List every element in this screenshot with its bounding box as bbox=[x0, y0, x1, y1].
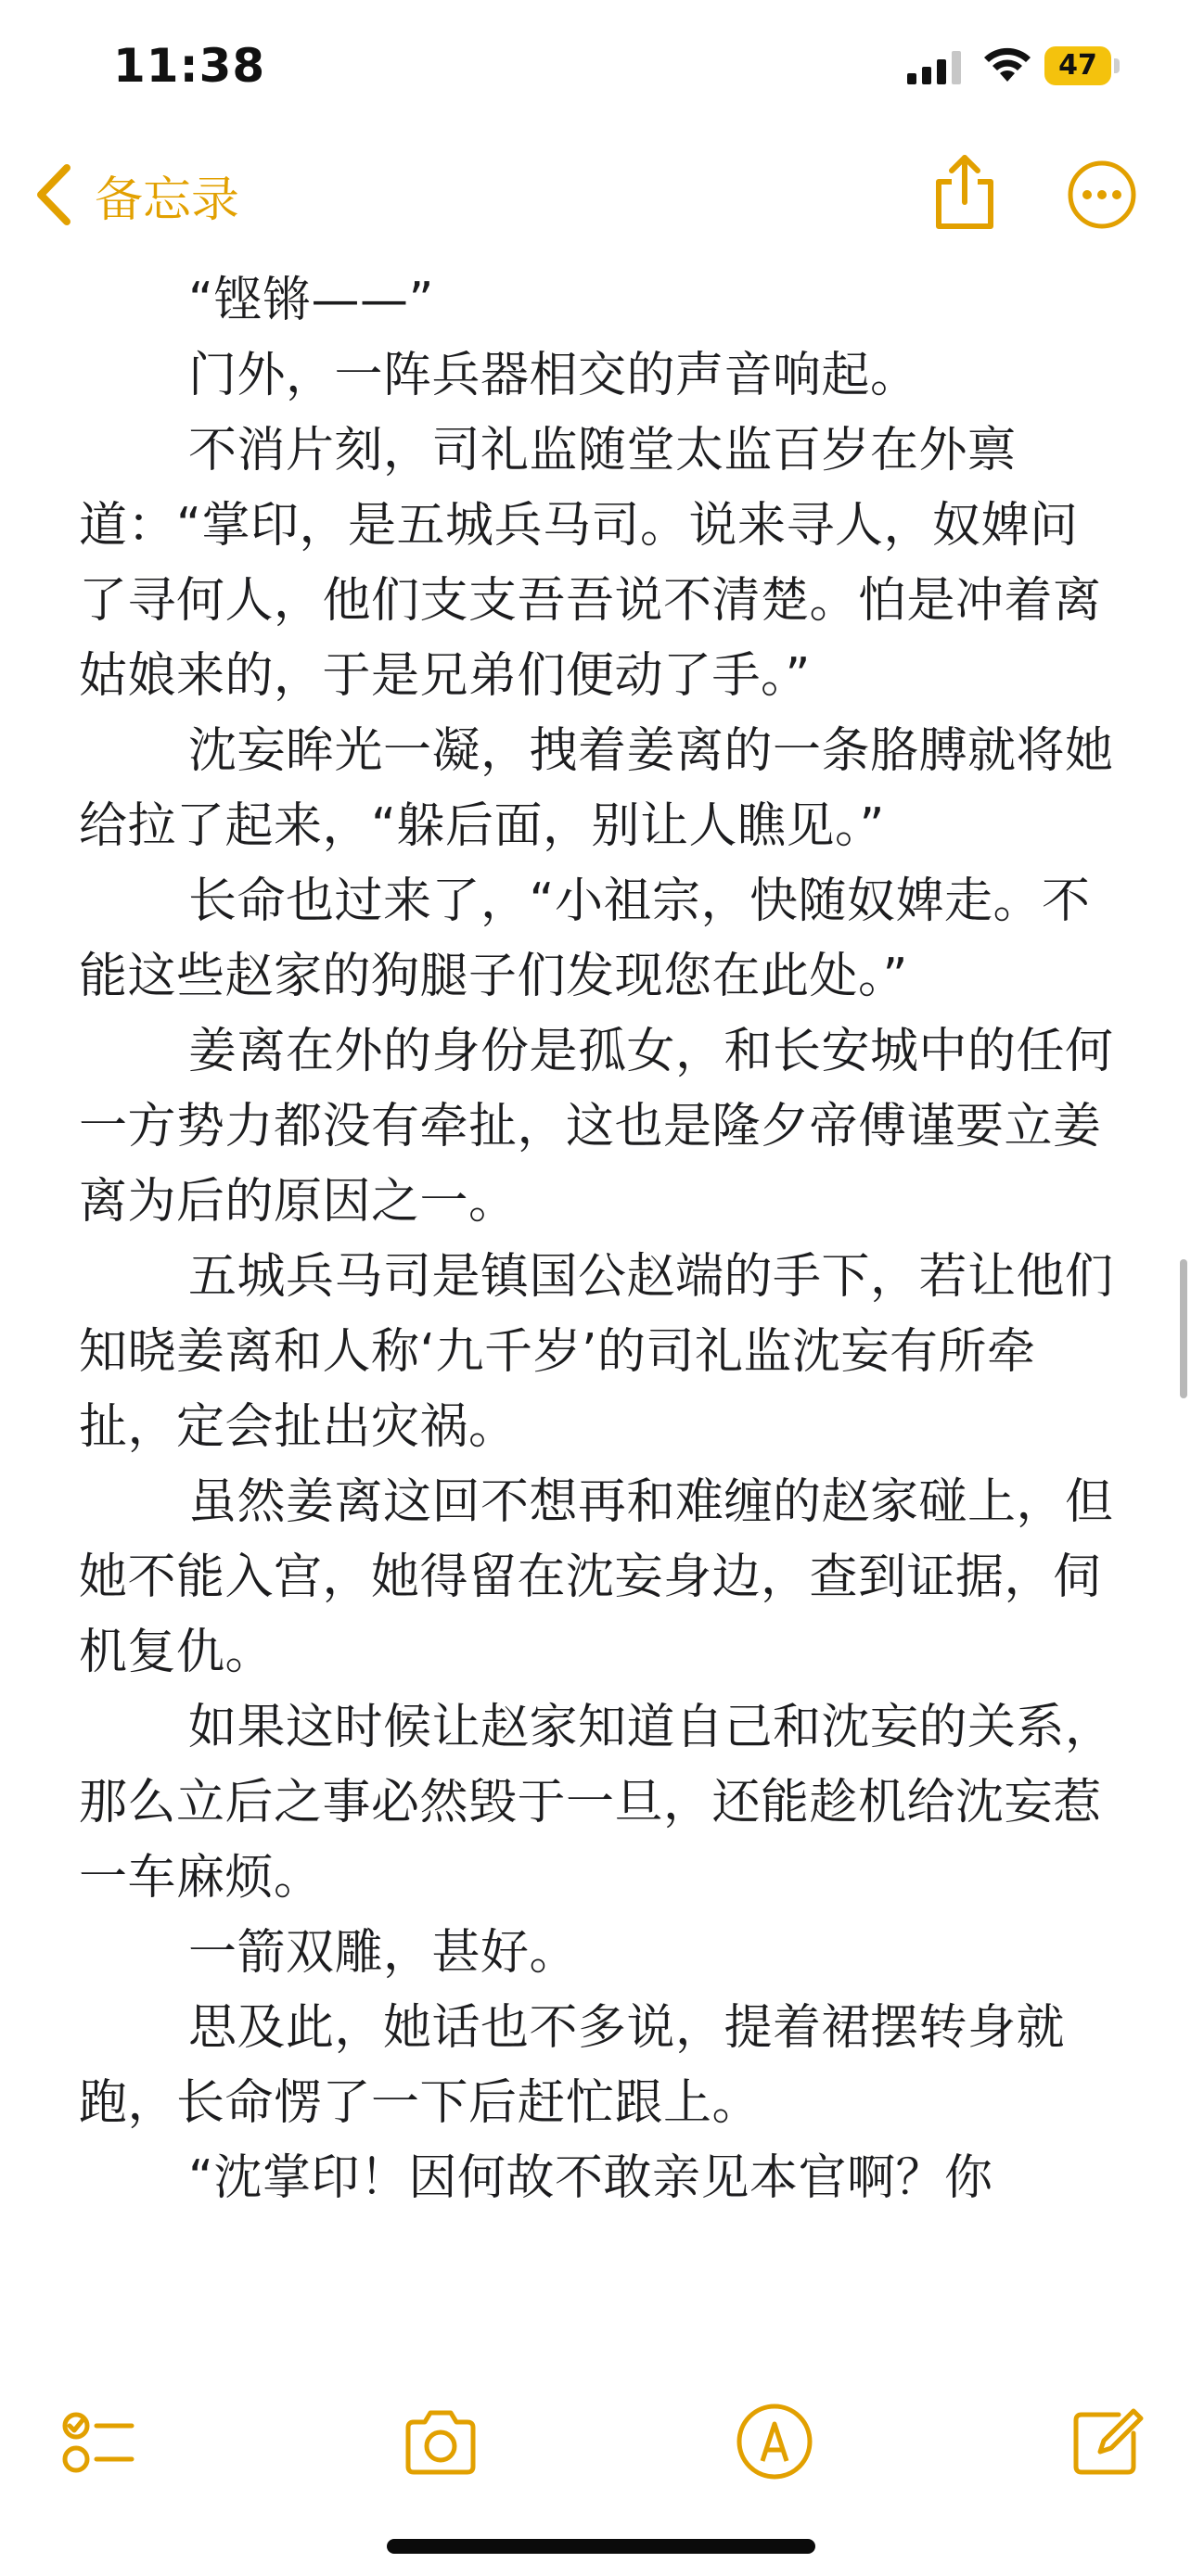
note-paragraph: 姜离在外的身份是孤女，和长安城中的任何一方势力都没有牵扯，这也是隆夕帝傅谨要立姜离为后的原因之一。 bbox=[79, 1024, 1114, 1230]
note-paragraph: 虽然姜离这回不想再和难缠的赵家碰上，但她不能入宫，她得留在沈妄身边，查到证据，伺机复仇。 bbox=[79, 1474, 1114, 1680]
note-paragraph: 不消片刻，司礼监随堂太监百岁在外禀道：“掌印，是五城兵马司。说来寻人，奴婢问了寻何人，他们支支吾吾说不清楚。怕是冲着离姑娘来的，于是兄弟们便动了手。” bbox=[79, 423, 1102, 704]
back-button[interactable] bbox=[33, 156, 239, 234]
cellular-signal-icon bbox=[907, 51, 965, 84]
note-body[interactable] bbox=[79, 263, 1118, 2216]
pen-markup-icon[interactable] bbox=[733, 2400, 816, 2483]
battery-nub bbox=[1114, 58, 1120, 73]
note-paragraph: 五城兵马司是镇国公赵端的手下，若让他们知晓姜离和人称‘九千岁’的司礼监沈妄有所牵扯，定会扯出灾祸。 bbox=[79, 1249, 1114, 1455]
note-paragraph: 如果这时候让赵家知道自己和沈妄的关系，那么立后之事必然毁于一旦，还能趁机给沈妄惹一车麻烦。 bbox=[79, 1700, 1114, 1906]
note-paragraph: 长命也过来了，“小祖宗，快随奴婢走。不能这些赵家的狗腿子们发现您在此处。” bbox=[79, 874, 1091, 1004]
bottom-toolbar bbox=[0, 2374, 1191, 2504]
back-label: 备忘录 bbox=[95, 172, 240, 228]
home-indicator[interactable] bbox=[387, 2539, 815, 2554]
scroll-indicator[interactable] bbox=[1180, 1259, 1187, 1398]
camera-icon[interactable] bbox=[399, 2400, 482, 2483]
note-paragraph: 思及此，她话也不多说，提着裙摆转身就跑，长命愣了一下后赶忙跟上。 bbox=[79, 2000, 1066, 2131]
battery-level: 47 bbox=[1058, 49, 1097, 82]
chevron-left-icon bbox=[33, 162, 74, 227]
share-icon[interactable] bbox=[929, 152, 1000, 232]
checklist-icon[interactable] bbox=[56, 2400, 139, 2483]
note-paragraph: 沈妄眸光一凝，拽着姜离的一条胳膊就将她给拉了起来，“躲后面，别让人瞧见。” bbox=[79, 723, 1114, 854]
ellipsis-circle-icon[interactable] bbox=[1067, 159, 1137, 230]
note-paragraph: 一箭双雕，甚好。 bbox=[188, 1925, 579, 1981]
status-time: 11:38 bbox=[113, 39, 266, 93]
navigation-bar bbox=[0, 139, 1191, 250]
wifi-icon bbox=[981, 45, 1033, 83]
compose-icon[interactable] bbox=[1063, 2400, 1146, 2483]
status-bar bbox=[0, 0, 1191, 130]
note-paragraph: 门外，一阵兵器相交的声音响起。 bbox=[188, 348, 919, 403]
battery-indicator bbox=[1044, 46, 1122, 85]
note-paragraph: “铿锵——” bbox=[188, 273, 434, 328]
note-paragraph: “沈掌印！因何故不敢亲见本官啊？你 bbox=[188, 2150, 993, 2206]
